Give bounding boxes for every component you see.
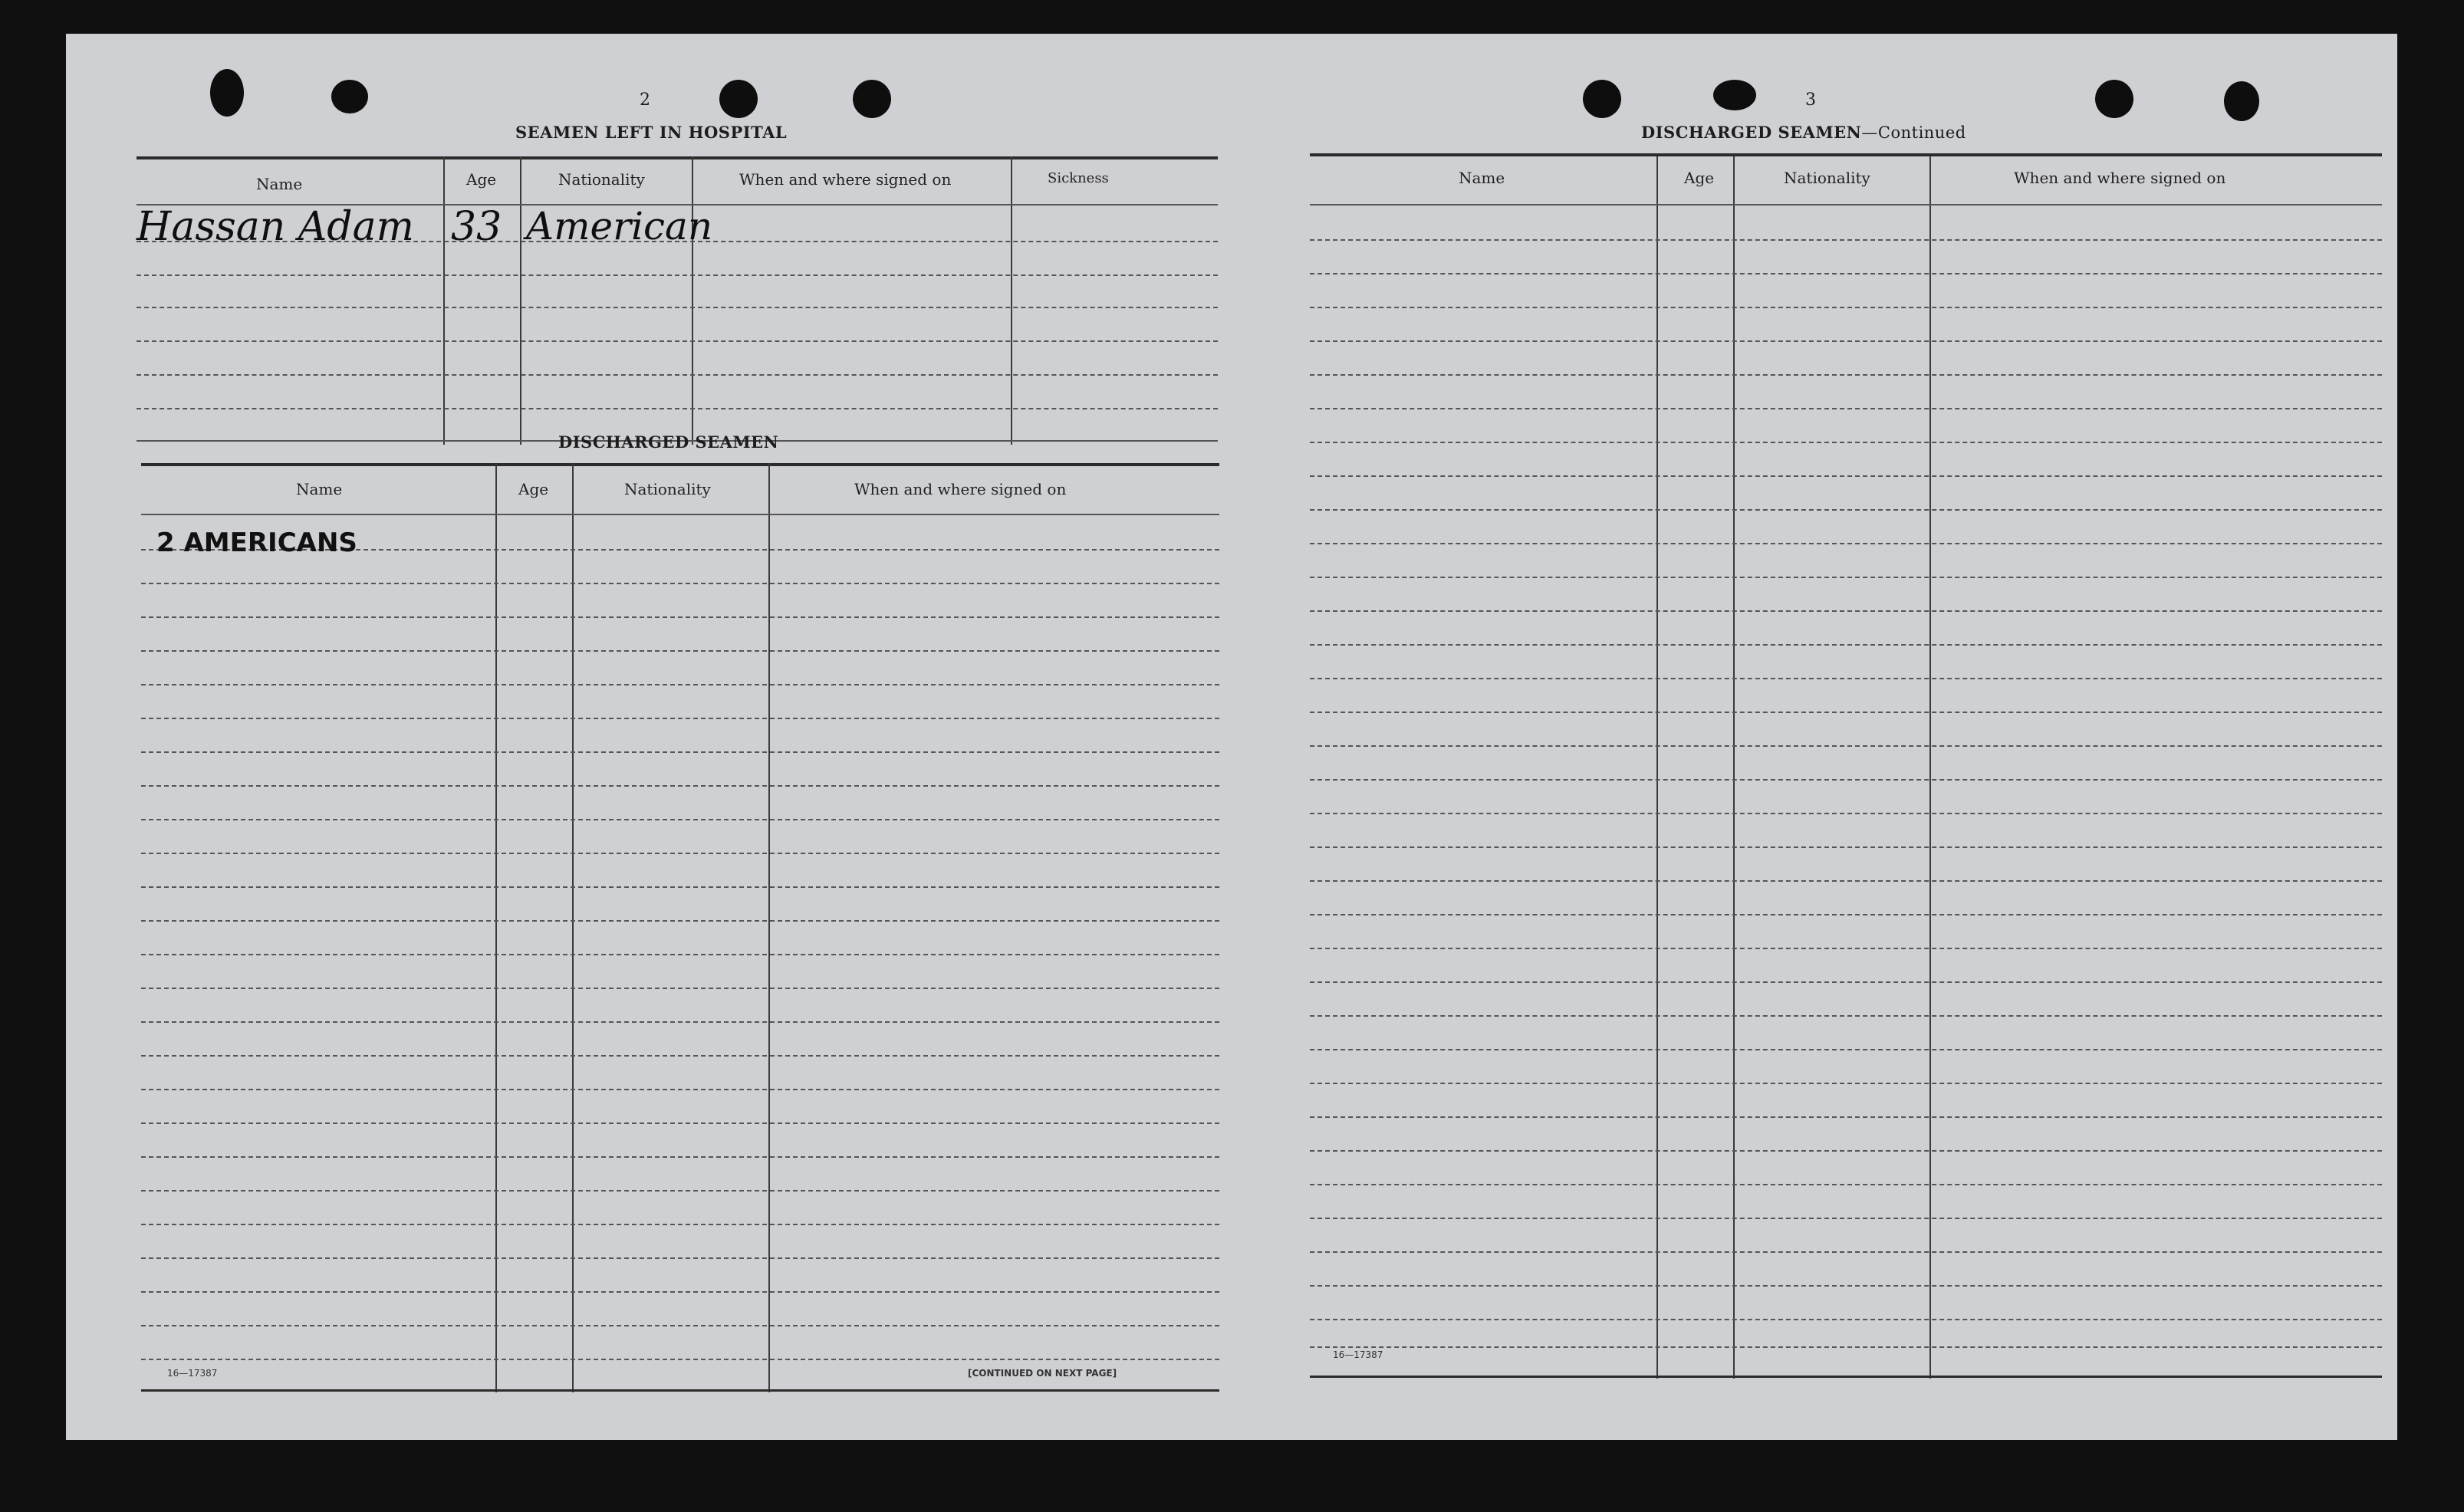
page-number-right: 3 bbox=[1805, 90, 1816, 110]
right-row-line bbox=[1310, 1116, 2382, 1118]
discharged-col-divider bbox=[768, 463, 770, 1392]
right-row-line bbox=[1310, 644, 2382, 646]
hospital-top-rule bbox=[137, 156, 1218, 159]
discharged-row-line bbox=[141, 1055, 1219, 1057]
punch-hole bbox=[210, 69, 244, 117]
right-col-signed-on: When and where signed on bbox=[2014, 169, 2226, 187]
discharged-section-title: DISCHARGED SEAMEN bbox=[558, 432, 779, 452]
right-row-line bbox=[1310, 1184, 2382, 1185]
punch-hole bbox=[331, 80, 368, 113]
discharged-row-line bbox=[141, 920, 1219, 922]
right-row-line bbox=[1310, 239, 2382, 241]
right-row-line bbox=[1310, 678, 2382, 679]
right-row-line bbox=[1310, 475, 2382, 477]
right-col-nationality: Nationality bbox=[1784, 169, 1870, 187]
right-row-line bbox=[1310, 712, 2382, 713]
right-row-line bbox=[1310, 981, 2382, 983]
form-number-left: 16—17387 bbox=[167, 1368, 218, 1379]
right-row-line bbox=[1310, 1346, 2382, 1348]
hospital-entry-nationality: American bbox=[526, 204, 713, 248]
right-row-line bbox=[1310, 273, 2382, 274]
right-row-line bbox=[1310, 745, 2382, 747]
right-row-line bbox=[1310, 1285, 2382, 1287]
discharged-row-line bbox=[141, 1021, 1219, 1023]
discharged-row-line bbox=[141, 785, 1219, 787]
hospital-col-divider bbox=[520, 156, 521, 445]
right-row-line bbox=[1310, 1251, 2382, 1253]
right-row-line bbox=[1310, 779, 2382, 781]
right-top-rule bbox=[1310, 153, 2382, 156]
discharged-row-line bbox=[141, 1291, 1219, 1293]
right-header-line bbox=[1310, 204, 2382, 205]
hospital-col-divider bbox=[692, 156, 693, 445]
hospital-col-signed-on: When and where signed on bbox=[739, 170, 952, 189]
discharged-row-line bbox=[141, 988, 1219, 989]
page-number-left: 2 bbox=[640, 90, 650, 110]
discharged-row-line bbox=[141, 1156, 1219, 1158]
discharged-col-divider bbox=[495, 463, 497, 1392]
continued-note: [CONTINUED ON NEXT PAGE] bbox=[968, 1368, 1117, 1379]
right-row-line bbox=[1310, 948, 2382, 949]
hospital-row-line bbox=[137, 374, 1218, 376]
right-row-line bbox=[1310, 610, 2382, 612]
right-row-line bbox=[1310, 813, 2382, 814]
hospital-col-name: Name bbox=[256, 175, 303, 193]
form-number-right: 16—17387 bbox=[1333, 1349, 1383, 1360]
right-row-line bbox=[1310, 340, 2382, 342]
right-row-line bbox=[1310, 1015, 2382, 1017]
right-row-line bbox=[1310, 1218, 2382, 1219]
right-row-line bbox=[1310, 509, 2382, 511]
discharged-row-line bbox=[141, 1089, 1219, 1090]
discharged-row-line bbox=[141, 616, 1219, 618]
discharged-col-signed-on: When and where signed on bbox=[854, 480, 1067, 498]
discharged-row-line bbox=[141, 650, 1219, 652]
right-row-line bbox=[1310, 374, 2382, 376]
hospital-col-age: Age bbox=[466, 170, 497, 189]
discharged-row-line bbox=[141, 1122, 1219, 1124]
hospital-col-divider bbox=[1011, 156, 1012, 445]
right-row-line bbox=[1310, 543, 2382, 544]
hospital-row-line bbox=[137, 274, 1218, 276]
hospital-entry-name: Hassan Adam bbox=[137, 204, 414, 250]
right-row-line bbox=[1310, 914, 2382, 915]
discharged-entry-stamp: 2 AMERICANS bbox=[156, 528, 357, 558]
right-row-line bbox=[1310, 1083, 2382, 1084]
hospital-section-title: SEAMEN LEFT IN HOSPITAL bbox=[515, 123, 788, 142]
discharged-col-divider bbox=[572, 463, 574, 1392]
hospital-row-line bbox=[137, 408, 1218, 409]
discharged-row-line bbox=[141, 886, 1219, 888]
discharged-bottom-rule bbox=[141, 1389, 1219, 1392]
hospital-col-sickness: Sickness bbox=[1048, 170, 1109, 186]
hospital-col-nationality: Nationality bbox=[558, 170, 645, 189]
hospital-row-line bbox=[137, 307, 1218, 308]
discharged-row-line bbox=[141, 1257, 1219, 1259]
right-row-line bbox=[1310, 880, 2382, 882]
discharged-row-line bbox=[141, 954, 1219, 955]
punch-hole bbox=[719, 80, 758, 118]
right-row-line bbox=[1310, 577, 2382, 578]
right-row-line bbox=[1310, 1319, 2382, 1320]
discharged-header-line bbox=[141, 514, 1219, 515]
right-row-line bbox=[1310, 846, 2382, 848]
punch-hole bbox=[853, 80, 891, 118]
discharged-row-line bbox=[141, 1224, 1219, 1225]
discharged-col-name: Name bbox=[296, 480, 343, 498]
right-title-main: DISCHARGED SEAMEN bbox=[1641, 123, 1862, 142]
right-col-name: Name bbox=[1459, 169, 1505, 187]
discharged-row-line bbox=[141, 583, 1219, 584]
right-section-title bbox=[1641, 123, 1966, 142]
discharged-row-line bbox=[141, 1325, 1219, 1326]
discharged-col-age: Age bbox=[518, 480, 549, 498]
discharged-top-rule bbox=[141, 463, 1219, 466]
discharged-row-line bbox=[141, 853, 1219, 854]
document-spread bbox=[66, 34, 2397, 1440]
discharged-row-line bbox=[141, 1359, 1219, 1360]
right-row-line bbox=[1310, 1150, 2382, 1152]
discharged-row-line bbox=[141, 819, 1219, 820]
right-row-line bbox=[1310, 307, 2382, 308]
discharged-row-line bbox=[141, 718, 1219, 719]
hospital-row-line bbox=[137, 340, 1218, 342]
right-title-suffix: —Continued bbox=[1861, 123, 1966, 142]
discharged-col-nationality: Nationality bbox=[624, 480, 711, 498]
hospital-entry-age: 33 bbox=[451, 204, 502, 250]
right-row-line bbox=[1310, 442, 2382, 443]
right-row-line bbox=[1310, 1049, 2382, 1050]
right-bottom-rule bbox=[1310, 1376, 2382, 1378]
punch-hole bbox=[2224, 81, 2259, 121]
punch-hole bbox=[2095, 80, 2133, 118]
discharged-row-line bbox=[141, 684, 1219, 685]
right-col-age: Age bbox=[1684, 169, 1715, 187]
right-row-line bbox=[1310, 408, 2382, 409]
discharged-row-line bbox=[141, 751, 1219, 753]
punch-hole bbox=[1713, 80, 1756, 110]
punch-hole bbox=[1583, 80, 1621, 118]
discharged-row-line bbox=[141, 1190, 1219, 1192]
hospital-col-divider bbox=[443, 156, 445, 445]
